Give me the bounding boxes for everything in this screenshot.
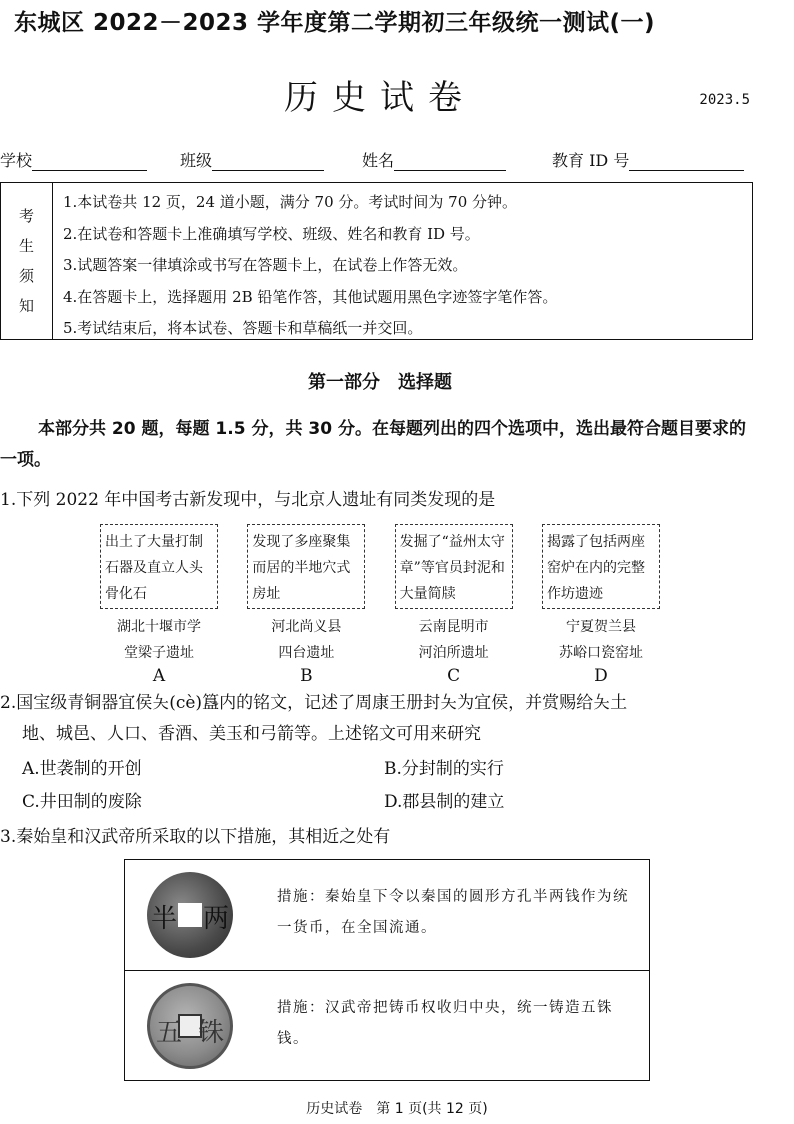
class-field[interactable]: [180, 148, 362, 171]
notice-item: 4.在答题卡上，选择题用 2B 铅笔作答，其他试题用黑色字迹签字笔作答。: [63, 287, 558, 306]
wuzhu-coin-icon: [147, 983, 233, 1069]
q2-option-c[interactable]: C.井田制的废除: [22, 792, 142, 812]
coin-char: 半: [151, 904, 178, 934]
q1-card-text: 揭露了包括两座窑炉在内的完整作坊遗迹: [542, 524, 660, 609]
q1-card-site: 河北尚义县 四台遗址: [271, 619, 342, 661]
question-3-table: [124, 859, 650, 1081]
q2-option-a[interactable]: A.世袭制的开创: [22, 759, 142, 779]
q3-measure-qin: 措施：秦始皇下令以秦国的圆形方孔半两钱作为统一货币，在全国流通。: [277, 889, 629, 936]
q1-card-site: 宁夏贺兰县 苏峪口瓷窑址: [558, 619, 643, 661]
question-1-cards: [100, 524, 660, 686]
name-label: 姓名: [362, 151, 395, 170]
school-field[interactable]: [0, 148, 180, 171]
q3-row-qin: [125, 860, 649, 970]
q3-measure-han: 措施：汉武帝把铸币权收归中央，统一铸造五铢钱。: [277, 1000, 613, 1047]
q1-option-c[interactable]: [395, 524, 513, 686]
paper-title: 历史试卷: [284, 78, 476, 118]
question-3-stem: 3.秦始皇和汉武帝所采取的以下措施，其相近之处有: [0, 827, 391, 847]
q1-card-letter: A: [152, 666, 166, 686]
section-title: 第一部分 选择题: [308, 372, 452, 393]
banliang-coin-icon: [147, 872, 233, 958]
q1-card-site: 湖北十堰市学 堂梁子遗址: [117, 619, 201, 661]
q1-option-b[interactable]: [247, 524, 365, 686]
question-2-stem-line2: 地、城邑、人口、香酒、美玉和弓箭等。上述铭文可用来研究: [22, 724, 481, 744]
section-description: 本部分共 20 题，每题 1.5 分，共 30 分。在每题列出的四个选项中，选出最符合题目要求的一项。: [0, 419, 746, 470]
q1-card-site: 云南昆明市 河泊所遗址: [418, 619, 489, 661]
edu-id-field[interactable]: [552, 148, 744, 171]
notice-list: [53, 183, 752, 339]
name-field[interactable]: [362, 148, 552, 171]
notice-item: 1.本试卷共 12 页，24 道小题，满分 70 分。考试时间为 70 分钟。: [63, 193, 518, 211]
q1-card-letter: C: [447, 666, 461, 686]
notice-label: 考 生 须 知: [1, 183, 53, 339]
notice-item: 2.在试卷和答题卡上准确填写学校、班级、姓名和教育 ID 号。: [63, 224, 480, 243]
edu-id-label: 教育 ID 号: [552, 151, 630, 170]
exam-header-title: 东城区 2022－2023 学年度第二学期初三年级统一测试(一): [14, 10, 656, 36]
q1-card-letter: D: [594, 666, 608, 686]
q2-option-d[interactable]: D.郡县制的建立: [384, 792, 505, 812]
q1-option-d[interactable]: [542, 524, 660, 686]
q1-option-a[interactable]: [100, 524, 218, 686]
q2-option-b[interactable]: B.分封制的实行: [384, 759, 504, 779]
notice-item: 5.考试结束后，将本试卷、答题卡和草稿纸一并交回。: [63, 319, 423, 337]
school-label: 学校: [0, 151, 33, 170]
notice-item: 3.试题答案一律填涂或书写在答题卡上，在试卷上作答无效。: [63, 256, 468, 274]
student-info-row: [0, 148, 760, 171]
q1-card-text: 发掘了“益州太守章”等官员封泥和大量简牍: [395, 524, 513, 609]
question-1-stem: 1.下列 2022 年中国考古新发现中，与北京人遗址有同类发现的是: [0, 490, 496, 510]
class-label: 班级: [180, 151, 213, 170]
exam-notice-box: [0, 182, 753, 340]
q1-card-text: 出土了大量打制石器及直立人头骨化石: [100, 524, 218, 609]
paper-date: 2023.5: [699, 92, 750, 108]
question-2-stem-line1: 2.国宝级青铜器宜侯夨(cè)簋内的铭文，记述了周康王册封夨为宜侯，并赏赐给夨土: [0, 693, 628, 713]
coin-char: 铢: [197, 1018, 224, 1048]
q1-card-text: 发现了多座聚集而居的半地穴式房址: [247, 524, 365, 609]
page-footer: 历史试卷 第 1 页(共 12 页): [306, 1101, 488, 1117]
coin-char: 两: [202, 904, 229, 934]
q1-card-letter: B: [300, 666, 313, 686]
coin-char: 五: [156, 1018, 183, 1048]
q3-row-han: [125, 970, 649, 1080]
